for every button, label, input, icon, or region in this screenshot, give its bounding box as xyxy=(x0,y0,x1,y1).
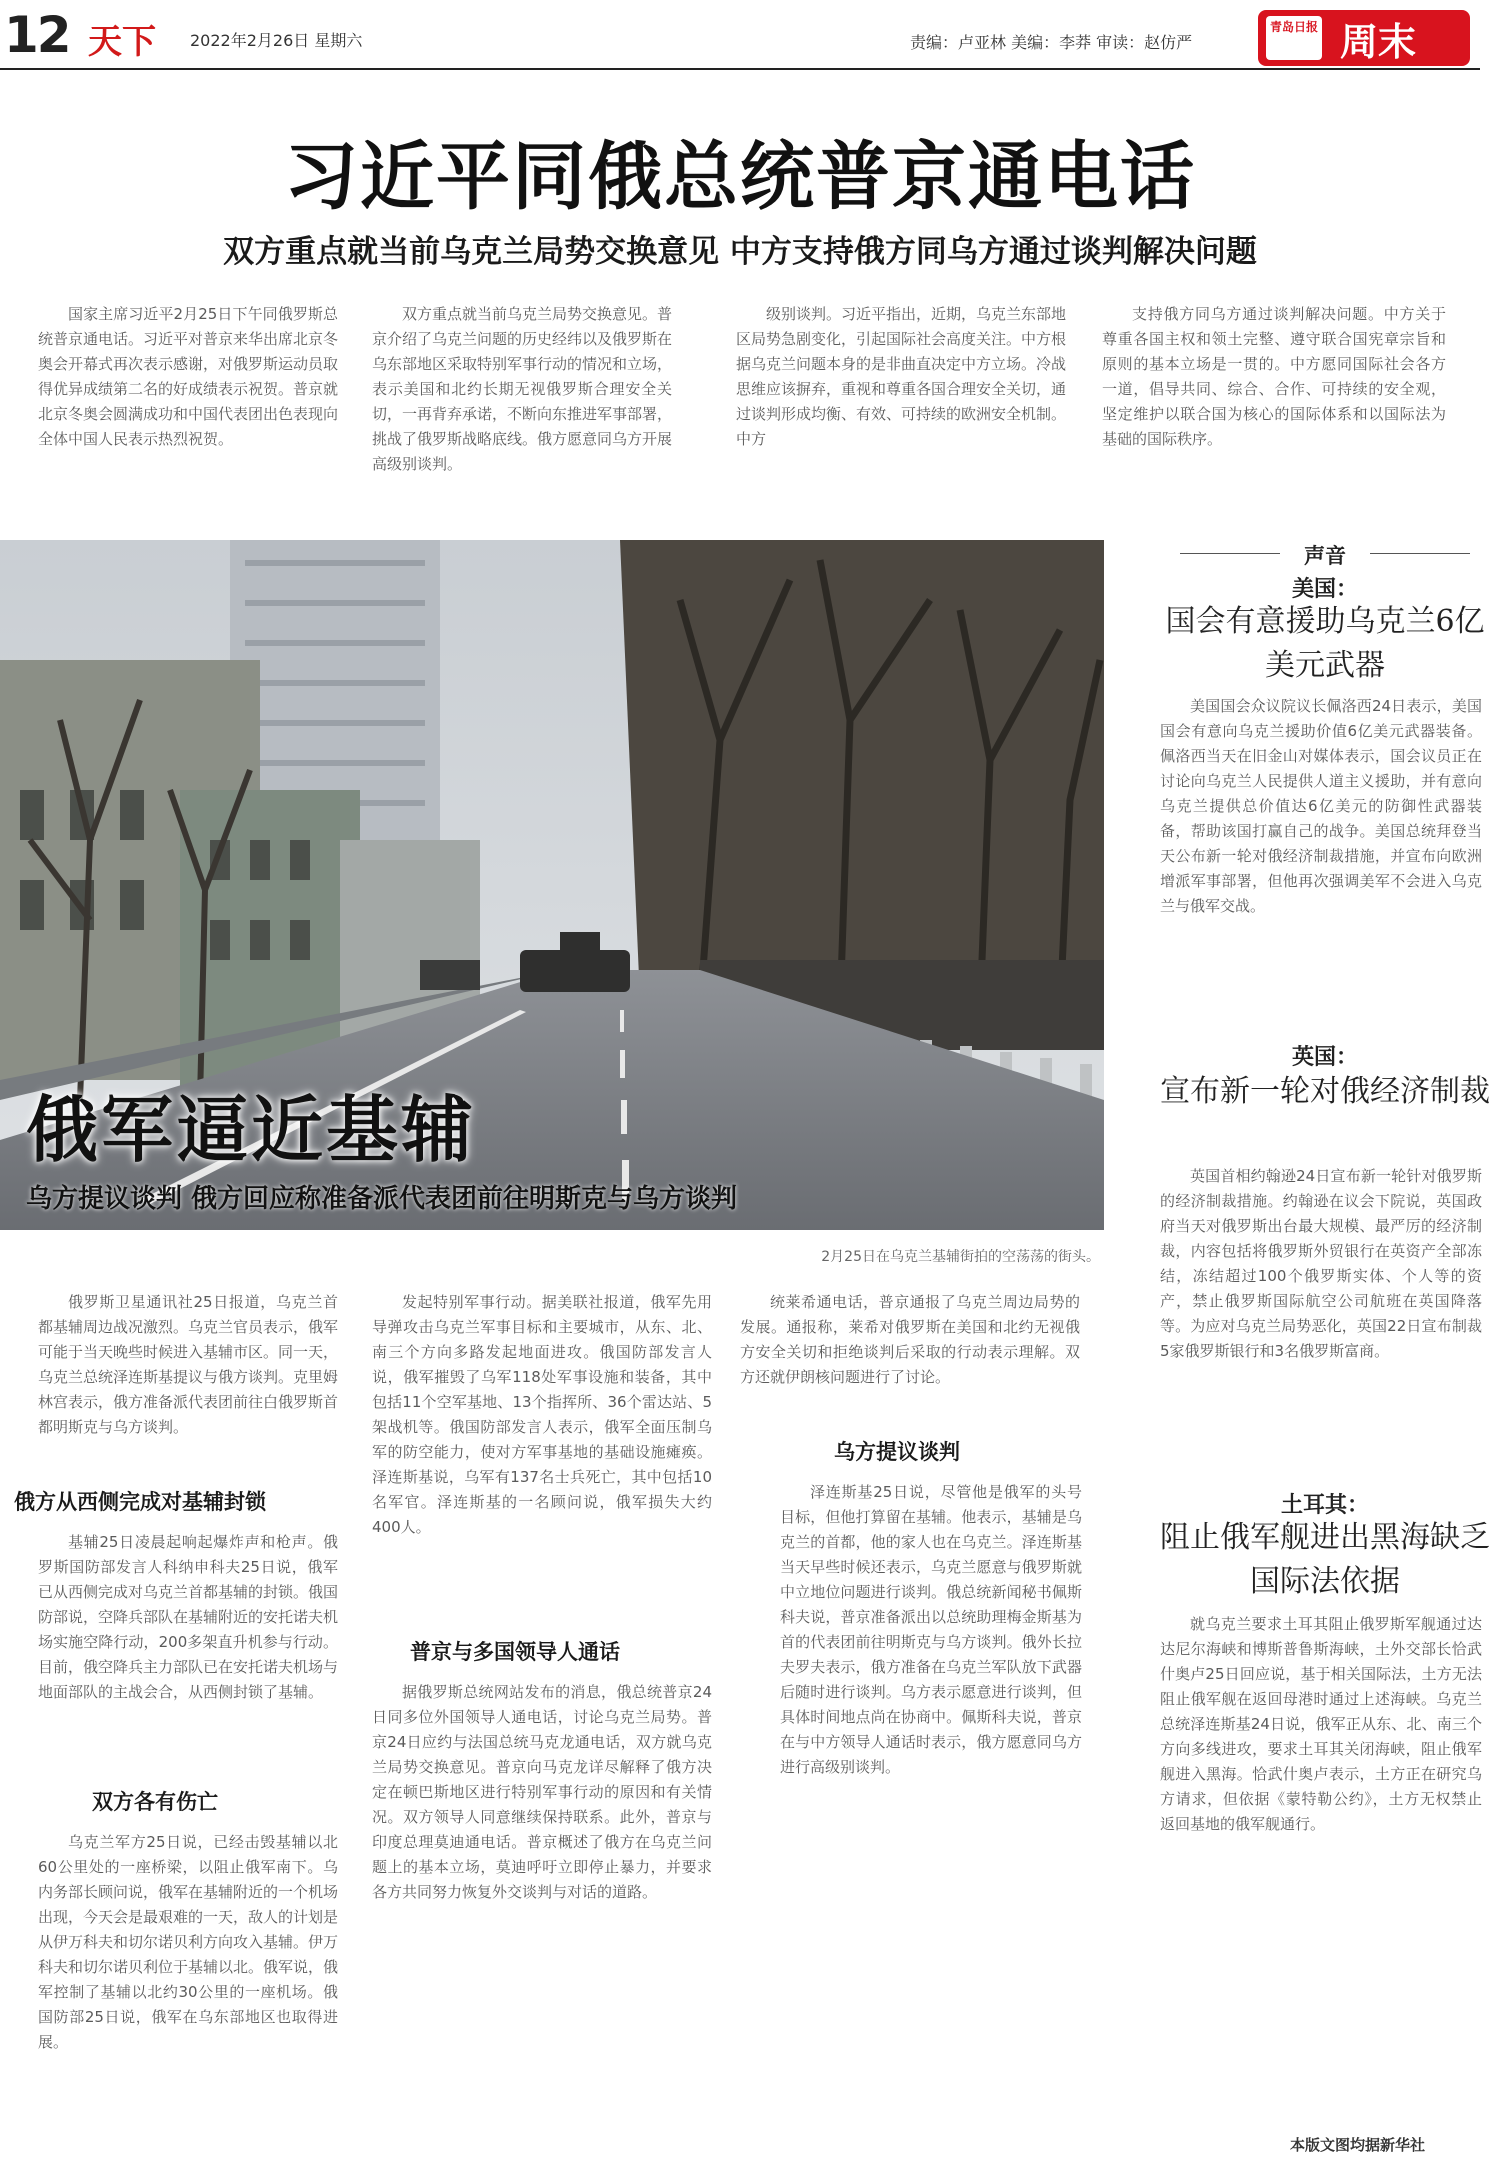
newspaper-logo: 青岛日报 xyxy=(1266,16,1322,60)
weekend-badge xyxy=(1258,10,1470,66)
voice1-title: 国会有意援助乌克兰6亿美元武器 xyxy=(1165,604,1485,683)
voice1-body: 美国国会众议院议长佩洛西24日表示，美国国会有意向乌克兰援助价值6亿美元武器装备。佩洛西当天在旧金山对媒体表示，国会议员正在讨论向乌克兰人民提供人道主义援助，并有意向乌克兰提供总价值达6亿美元的防御性武器装备，帮助该国打赢自己的战争。美国总统拜登当天公布新一轮对俄经济制裁措施，并宣布向欧洲增派军事部署，但他再次强调美军不会进入乌克兰与俄军交战。 xyxy=(1160,697,1482,915)
lower-col2-body1: 发起特别军事行动。据美联社报道，俄军先用导弹攻击乌克兰军事目标和主要城市，从东、北、南三个方向多路发起地面进攻。俄国防部发言人说，俄军摧毁了乌军118处军事设施和装备，其中包括11个空军基地、13个指挥所、36个雷达站、5架战机等。俄国防部发言人表示，俄军全面压制乌军的防空能力，使对方军事基地的基础设施瘫痪。泽连斯基说，乌军有137名士兵死亡，其中包括10名军官。泽连斯基的一名顾问说，俄军损失大约400人。 xyxy=(372,1293,712,1536)
top-column-3: 级别谈判。习近平指出，近期，乌克兰东部地区局势急剧变化，引起国际社会高度关注。中方根据乌克兰问题本身的是非曲直决定中方立场。冷战思维应该摒弃，重视和尊重各国合理安全关切，通过谈判形成均衡、有效、可持续的欧洲安全机制。中方 xyxy=(736,305,1066,448)
lower-col2-body2: 据俄罗斯总统网站发布的消息，俄总统普京24日同多位外国领导人通电话，讨论乌克兰局势。普京24日应约与法国总统马克龙通电话，双方就乌克兰局势交换意见。普京向马克龙详尽解释了俄方决定在顿巴斯地区进行特别军事行动的原因和有关情况。双方领导人同意继续保持联系。此外，普京与印度总理莫迪通电话。普京概述了俄方在乌克兰问题上的基本立场，莫迪呼吁立即停止暴力，并要求各方共同努力恢复外交谈判与对话的道路。 xyxy=(372,1683,712,1901)
page-header xyxy=(0,0,1500,70)
top-column-1: 国家主席习近平2月25日下午同俄罗斯总统普京通电话。习近平对普京来华出席北京冬奥会开幕式再次表示感谢，对俄罗斯运动员取得优异成绩第二名的好成绩表示祝贺。普京就北京冬奥会圆满成功和中国代表团出色表现向全体中国人民表示热烈祝贺。 xyxy=(38,305,338,448)
heading-ukraine-talks: 乌方提议谈判 xyxy=(834,1440,960,1464)
photo-caption: 2月25日在乌克兰基辅街拍的空荡荡的街头。 xyxy=(821,1249,1100,1265)
header-divider xyxy=(0,68,1480,70)
top-column-2: 双方重点就当前乌克兰局势交换意见。普京介绍了乌克兰问题的历史经纬以及俄罗斯在乌东部地区采取特别军事行动的情况和立场，表示美国和北约长期无视俄罗斯合理安全关切，一再背弃承诺，不断向东推进军事部署，挑战了俄罗斯战略底线。俄方愿意同乌方开展高级别谈判。 xyxy=(372,305,672,473)
lower-col3-body2: 泽连斯基25日说，尽管他是俄军的头号目标，但他打算留在基辅。他表示，基辅是乌克兰的首都，他的家人也在乌克兰。泽连斯基当天早些时候还表示，乌克兰愿意与俄罗斯就中立地位问题进行谈判。俄总统新闻秘书佩斯科夫说，普京准备派出以总统助理梅金斯基为首的代表团前往明斯克与乌方谈判。俄外长拉夫罗夫表示，俄方准备在乌克兰军队放下武器后随时进行谈判。乌方表示愿意进行谈判，但具体时间地点尚在协商中。佩斯科夫说，普京在与中方领导人通话时表示，俄方愿意同乌方进行高级别谈判。 xyxy=(780,1483,1082,1776)
editor-credits: 责编：卢亚林 美编：李莽 审读：赵仿严 xyxy=(910,33,1193,52)
voice2-body: 英国首相约翰逊24日宣布新一轮针对俄罗斯的经济制裁措施。约翰逊在议会下院说，英国政府当天对俄罗斯出台最大规模、最严厉的经济制裁，内容包括将俄罗斯外贸银行在英资产全部冻结，冻结超过100个俄罗斯实体、个人等的资产，禁止俄罗斯国际航空公司航班在英国降落等。为应对乌克兰局势恶化，英国22日宣布制裁5家俄罗斯银行和3名俄罗斯富商。 xyxy=(1160,1167,1482,1360)
section-name: 天下 xyxy=(88,22,156,62)
heading-kyiv-blockade: 俄方从西侧完成对基辅封锁 xyxy=(14,1490,266,1514)
voice2-country: 英国： xyxy=(1291,1044,1358,1070)
voices-rule-right xyxy=(1370,553,1470,554)
lower-col1-intro: 俄罗斯卫星通讯社25日报道，乌克兰首都基辅周边战况激烈。乌克兰官员表示，俄军可能于当天晚些时候进入基辅市区。同一天，乌克兰总统泽连斯基提议与俄方谈判。克里姆林宫表示，俄方准备派代表团前往白俄罗斯首都明斯克与乌方谈判。 xyxy=(38,1293,338,1436)
voices-header xyxy=(1170,540,1480,566)
voice1-country: 美国： xyxy=(1291,576,1358,602)
photo-subheadline: 乌方提议谈判 俄方回应称准备派代表团前往明斯克与乌方谈判 xyxy=(26,1184,738,1214)
main-headline: 习近平同俄总统普京通电话 xyxy=(284,134,1196,220)
voice2-title: 宣布新一轮对俄经济制裁 xyxy=(1160,1074,1490,1109)
top-column-4: 支持俄方同乌方通过谈判解决问题。中方关于尊重各国主权和领土完整、遵守联合国宪章宗旨和原则的基本立场是一贯的。中方愿同国际社会各方一道，倡导共同、综合、合作、可持续的安全观，坚定维护以联合国为核心的国际体系和以国际法为基础的国际秩序。 xyxy=(1102,305,1446,448)
page-number: 12 xyxy=(4,6,70,64)
lower-col3-body1: 统莱希通电话，普京通报了乌克兰周边局势的发展。通报称，莱希对俄罗斯在美国和北约无视俄方安全关切和拒绝谈判后采取的行动表示理解。双方还就伊朗核问题进行了讨论。 xyxy=(740,1293,1080,1386)
voice3-title: 阻止俄军舰进出黑海缺乏国际法依据 xyxy=(1160,1520,1490,1599)
heading-putin-calls: 普京与多国领导人通话 xyxy=(410,1640,620,1664)
heading-casualties: 双方各有伤亡 xyxy=(92,1790,218,1814)
voices-label: 声音 xyxy=(1304,544,1346,568)
voice3-country: 土耳其： xyxy=(1280,1492,1369,1518)
lower-col1-body2: 乌克兰军方25日说，已经击毁基辅以北60公里处的一座桥梁，以阻止俄军南下。乌内务部长顾问说，俄军在基辅附近的一个机场出现，今天会是最艰难的一天，敌人的计划是从伊万科夫和切尔诺贝利方向攻入基辅。伊万科夫和切尔诺贝利位于基辅以北。俄军说，俄军控制了基辅以北约30公里的一座机场。俄国防部25日说，俄军在乌东部地区也取得进展。 xyxy=(38,1833,338,2051)
weekend-label: 周末 xyxy=(1340,18,1417,64)
photo-headline: 俄军逼近基辅 xyxy=(26,1087,477,1172)
voice3-body: 就乌克兰要求土耳其阻止俄罗斯军舰通过达达尼尔海峡和博斯普鲁斯海峡，土外交部长恰武什奥卢25日回应说，基于相关国际法，土方无法阻止俄军舰在返回母港时通过上述海峡。乌克兰总统泽连斯基24日说，俄军正从东、北、南三个方向多线进攻，要求土耳其关闭海峡，阻止俄军舰进入黑海。恰武什奥卢表示，土方正在研究乌方请求，但依据《蒙特勒公约》，土方无权禁止返回基地的俄军舰通行。 xyxy=(1160,1615,1482,1833)
issue-date: 2022年2月26日 星期六 xyxy=(190,31,363,50)
subheadline: 双方重点就当前乌克兰局势交换意见 中方支持俄方同乌方通过谈判解决问题 xyxy=(223,234,1257,270)
lower-col1-body1: 基辅25日凌晨起响起爆炸声和枪声。俄罗斯国防部发言人科纳申科夫25日说，俄军已从西侧完成对乌克兰首都基辅的封锁。俄国防部说，空降兵部队在基辅附近的安托诺夫机场实施空降行动，200多架直升机参与行动。目前，俄空降兵主力部队已在安托诺夫机场与地面部队的主战会合，从西侧封锁了基辅。 xyxy=(38,1533,338,1701)
source-credit: 本版文图均据新华社 xyxy=(1290,2136,1426,2154)
